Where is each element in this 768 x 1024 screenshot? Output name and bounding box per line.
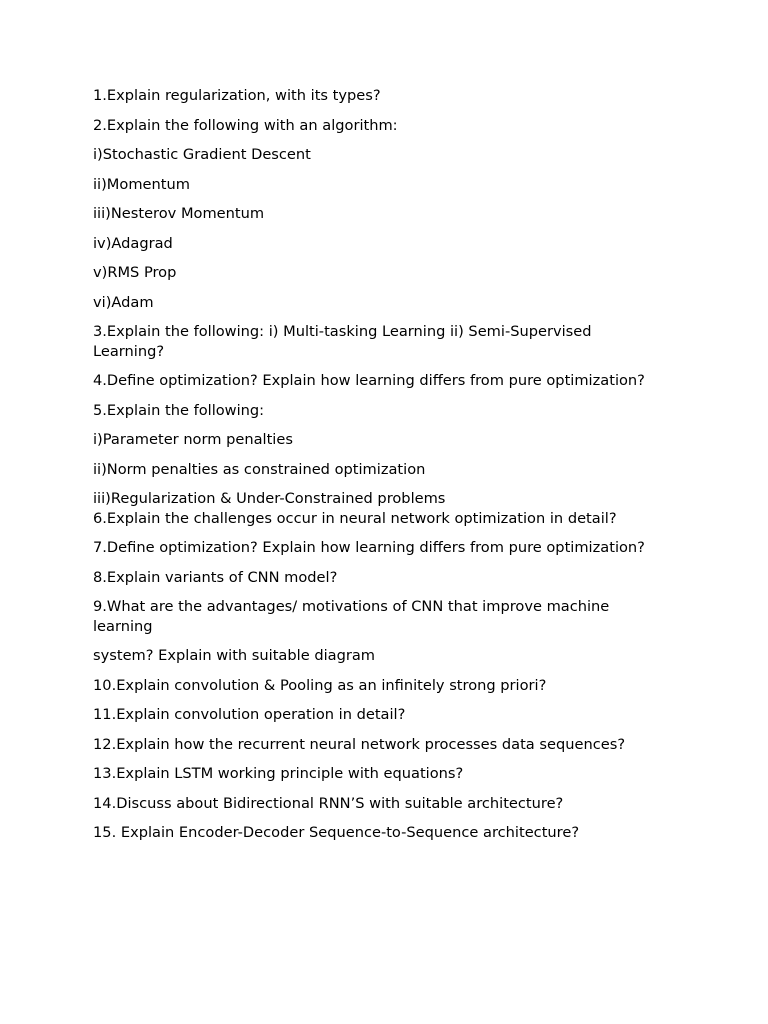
question-2-item-4: iv)Adagrad	[93, 234, 173, 252]
question-list	[93, 86, 663, 853]
question-5: 5.Explain the following:	[93, 401, 265, 419]
question-7: 7.Define optimization? Explain how learning differs from pure optimization?	[93, 539, 645, 556]
question-4: 4.Define optimization? Explain how learning differs from pure optimization?	[93, 372, 645, 389]
question-15: 15. Explain Encoder-Decoder Sequence-to-Sequence architecture?	[93, 824, 580, 841]
question-2-item-3: iii)Nesterov Momentum	[93, 205, 265, 222]
question-14: 14.Discuss about Bidirectional RNN’S with suitable architecture?	[93, 794, 564, 812]
question-2-item-6: vi)Adam	[93, 293, 154, 311]
question-1: 1.Explain regularization, with its types?	[93, 87, 381, 104]
question-3: 3.Explain the following: i) Multi-tasking Learning ii) Semi-Supervised Learning?	[93, 323, 592, 360]
question-2-item-5: v)RMS Prop	[93, 264, 177, 281]
question-2-item-2: ii)Momentum	[93, 175, 190, 193]
question-5-item-3: iii)Regularization & Under-Constrained problems	[93, 490, 446, 507]
question-9-continuation: system? Explain with suitable diagram	[93, 647, 375, 664]
question-6: 6.Explain the challenges occur in neural network optimization in detail?	[93, 509, 617, 527]
question-11: 11.Explain convolution operation in detail?	[93, 706, 406, 723]
question-10: 10.Explain convolution & Pooling as an infinitely strong priori?	[93, 676, 547, 694]
question-8: 8.Explain variants of CNN model?	[93, 568, 338, 586]
question-13: 13.Explain LSTM working principle with equations?	[93, 765, 464, 782]
question-9: 9.What are the advantages/ motivations of CNN that improve machine learning	[93, 598, 610, 635]
question-5-item-1: i)Parameter norm penalties	[93, 431, 293, 448]
question-2: 2.Explain the following with an algorithm:	[93, 116, 398, 134]
question-2-item-1: i)Stochastic Gradient Descent	[93, 146, 311, 163]
question-5-item-2: ii)Norm penalties as constrained optimization	[93, 460, 426, 478]
question-12: 12.Explain how the recurrent neural network processes data sequences?	[93, 735, 626, 753]
